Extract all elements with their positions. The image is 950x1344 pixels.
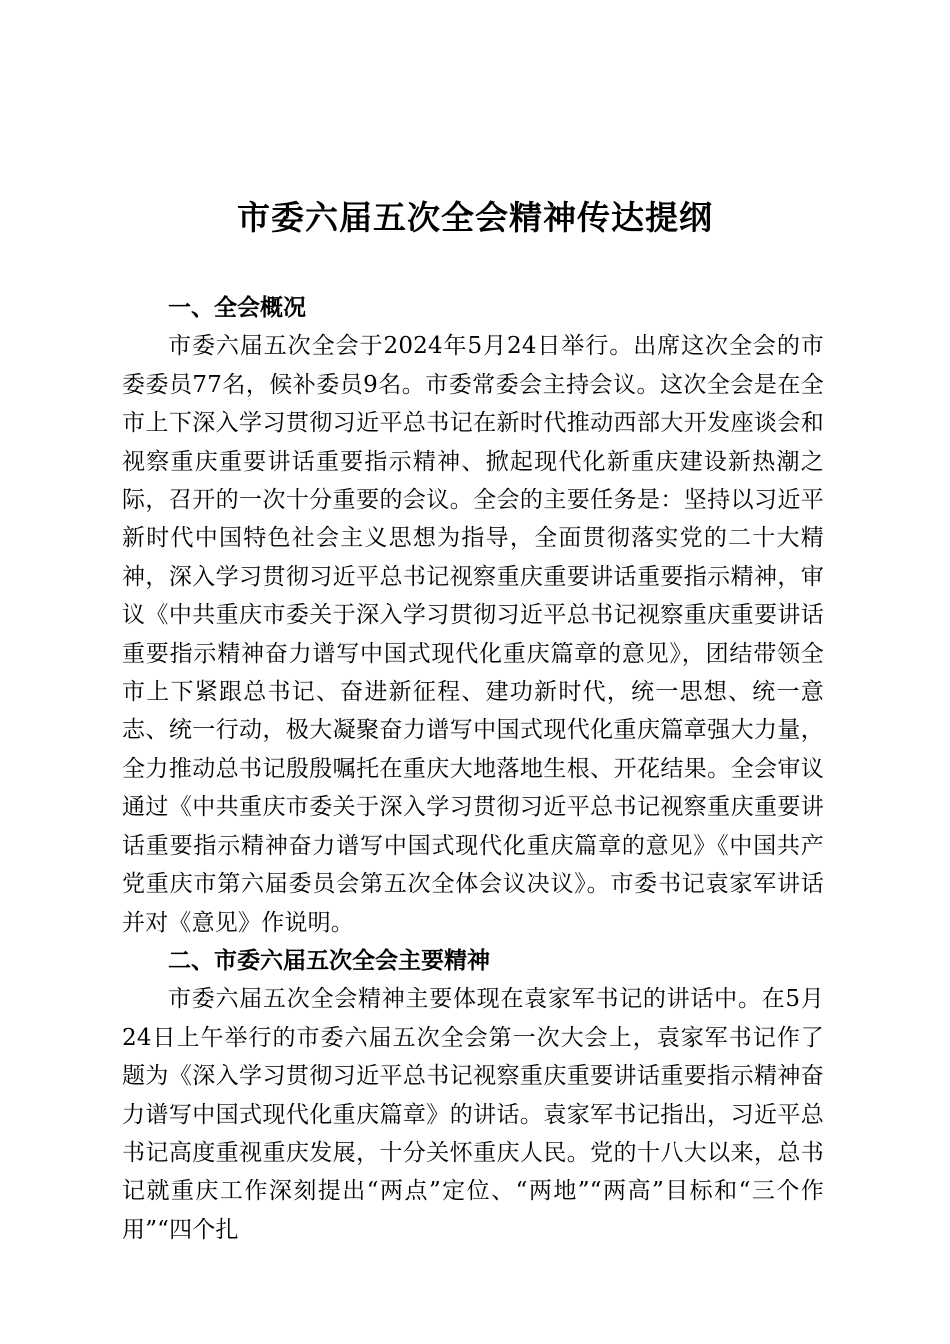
section-heading-main-spirit: 二、市委六届五次全会主要精神 [168,947,490,974]
section-heading-overview: 一、全会概况 [168,295,306,321]
paragraph-overview: 市委六届五次全会于2024年5月24日举行。出席这次全会的市委委员77名，候补委员9名。市委常委会主持会议。这次全会是在全市上下深入学习贯彻习近平总书记在新时代推动西部大开发座谈会和视察重庆重要讲话重要指示精神、掀起现代化新重庆建设新热潮之际，召开的一次十分重要的会议。全会的主要任务是：坚持以习近平新时代中国特色社会主义思想为指导，全面贯彻落实党的二十大精神，深入学习贯彻习近平总书记视察重庆重要讲话重要指示精神，审议《中共重庆市委关于深入学习贯彻习近平总书记视察重庆重要讲话重要指示精神奋力谱写中国式现代化重庆篇章的意见》，团结带领全市上下紧跟总书记、奋进新征程、建功新时代，统一思想、统一意志、统一行动，极大凝聚奋力谱写中国式现代化重庆篇章强大力量，全力推动总书记殷殷嘱托在重庆大地落地生根、开花结果。全会审议通过《中共重庆市委关于深入学习贯彻习近平总书记视察重庆重要讲话重要指示精神奋力谱写中国式现代化重庆篇章的意见》《中国共产党重庆市第六届委员会第五次全体会议决议》。市委书记袁家军讲话并对《意见》作说明。 [122,333,824,936]
paragraph-main-spirit: 市委六届五次全会精神主要体现在袁家军书记的讲话中。在5月24日上午举行的市委六届五次全会第一次大会上，袁家军书记作了题为《深入学习贯彻习近平总书记视察重庆重要讲话重要指示精神奋力谱写中国式现代化重庆篇章》的讲话。袁家军书记指出，习近平总书记高度重视重庆发展，十分关怀重庆人民。党的十八大以来，总书记就重庆工作深刻提出“两点”定位、“两地”“两高”目标和“三个作用”“四个扎 [122,986,824,1243]
document-title: 市委六届五次全会精神传达提纲 [237,198,713,237]
document-body [122,289,824,1249]
